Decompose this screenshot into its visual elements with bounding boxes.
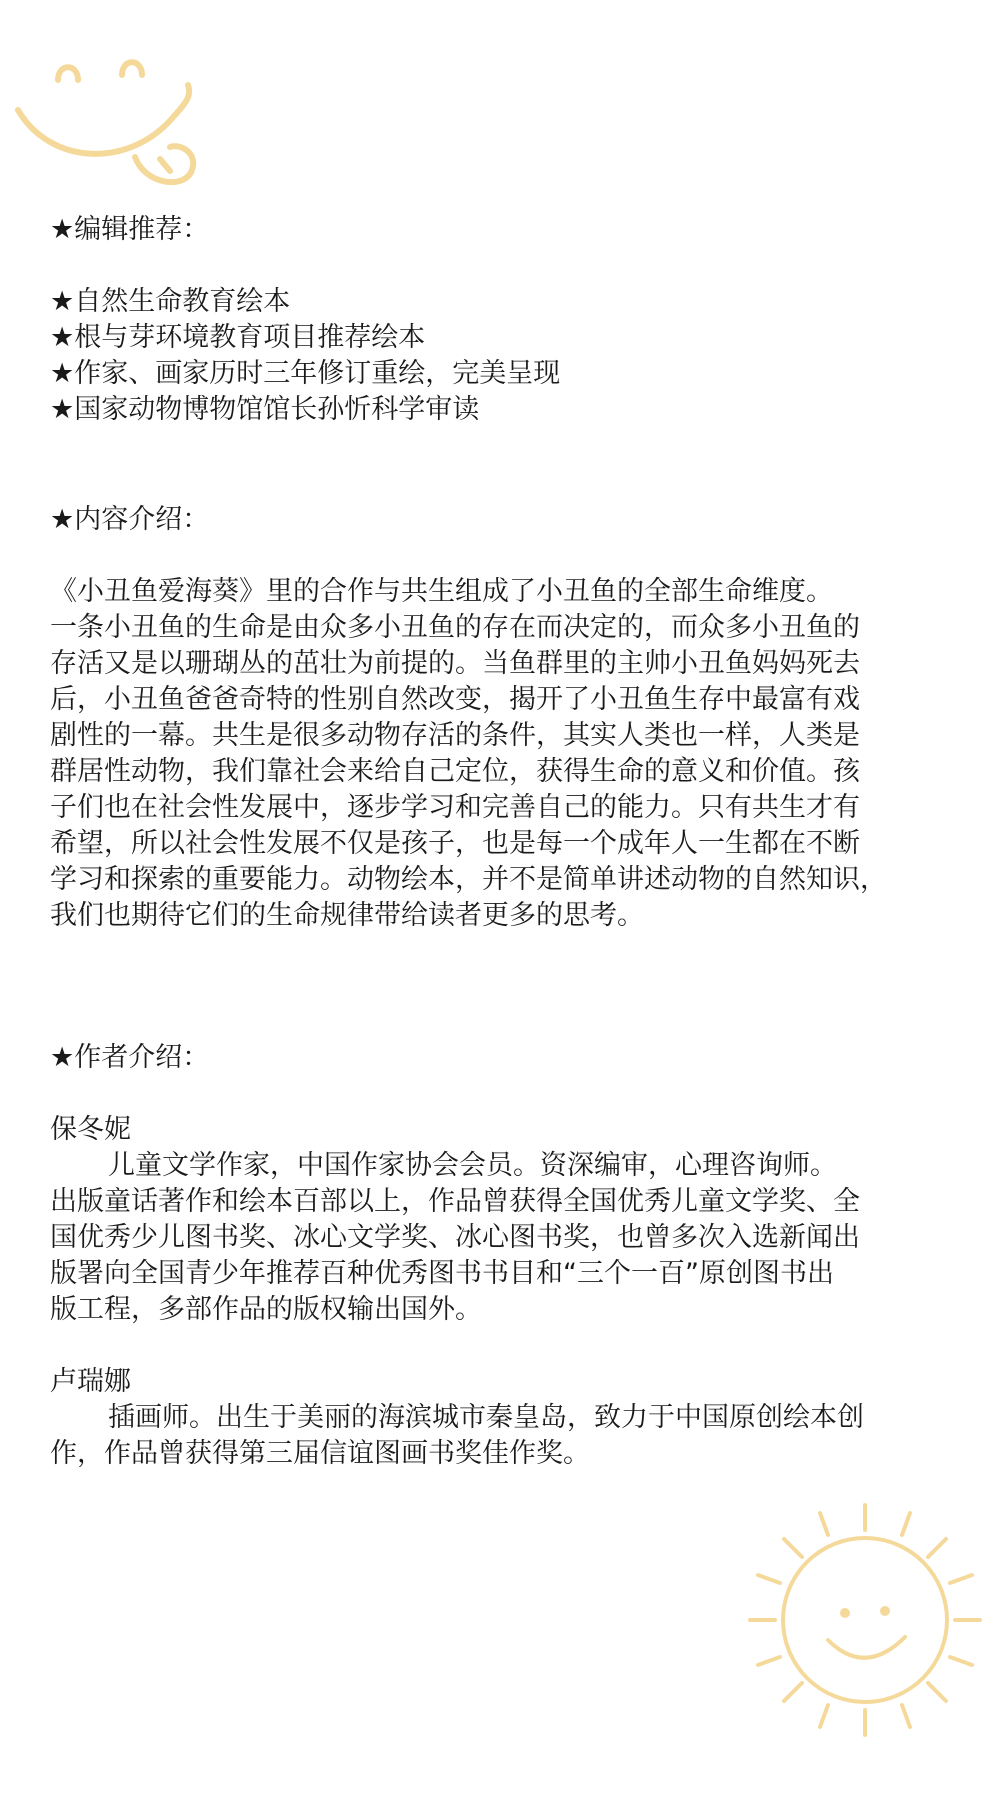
author1-name: 保冬妮 — [50, 1114, 131, 1145]
bio-line: 版署向全国青少年推荐百种优秀图书书目和“三个一百”原创图书出 — [50, 1258, 834, 1289]
paragraph-line: 我们也期待它们的生命规律带给读者更多的思考。 — [50, 900, 644, 931]
recommendation-item: ★国家动物博物馆馆长孙忻科学审读 — [50, 394, 480, 425]
recommendation-item: ★作家、画家历时三年修订重绘，完美呈现 — [50, 358, 561, 389]
author-intro-heading: ★作者介绍： — [50, 1042, 210, 1073]
author1-bio — [50, 1112, 860, 1328]
bio-line: 国优秀少儿图书奖、冰心文学奖、冰心图书奖，也曾多次入选新闻出 — [50, 1222, 860, 1253]
bio-line: 作，作品曾获得第三届信谊图画书奖佳作奖。 — [50, 1438, 590, 1469]
paragraph-line: 存活又是以珊瑚丛的茁壮为前提的。当鱼群里的主帅小丑鱼妈妈死去 — [50, 648, 860, 679]
editor-recommendation-heading: ★编辑推荐： — [50, 214, 210, 245]
recommendation-item: ★根与芽环境教育项目推荐绘本 — [50, 322, 426, 353]
content-intro-heading: ★内容介绍： — [50, 504, 210, 535]
content-intro-paragraph — [50, 574, 887, 934]
paragraph-line: 后，小丑鱼爸爸奇特的性别自然改变，揭开了小丑鱼生存中最富有戏 — [50, 684, 860, 715]
bio-line: 出版童话著作和绘本百部以上，作品曾获得全国优秀儿童文学奖、全 — [50, 1186, 860, 1217]
author2-bio — [50, 1364, 864, 1472]
bio-line: 插画师。出生于美丽的海滨城市秦皇岛，致力于中国原创绘本创 — [108, 1402, 864, 1433]
paragraph-line: 子们也在社会性发展中，逐步学习和完善自己的能力。只有共生才有 — [50, 792, 860, 823]
recommendation-item: ★自然生命教育绘本 — [50, 286, 291, 317]
paragraph-line: 一条小丑鱼的生命是由众多小丑鱼的存在而决定的，而众多小丑鱼的 — [50, 612, 860, 643]
paragraph-line: 剧性的一幕。共生是很多动物存活的条件，其实人类也一样，人类是 — [50, 720, 860, 751]
smiley-tongue-icon — [10, 55, 200, 195]
bio-line: 儿童文学作家，中国作家协会会员。资深编审，心理咨询师。 — [108, 1150, 837, 1181]
paragraph-line: 学习和探索的重要能力。动物绘本，并不是简单讲述动物的自然知识， — [50, 864, 887, 895]
author2-name: 卢瑞娜 — [50, 1366, 131, 1397]
editor-recommendation-list — [50, 284, 560, 428]
paragraph-line: 群居性动物，我们靠社会来给自己定位，获得生命的意义和价值。孩 — [50, 756, 860, 787]
paragraph-line: 希望，所以社会性发展不仅是孩子，也是每一个成年人一生都在不断 — [50, 828, 860, 859]
sun-smiley-icon — [740, 1495, 990, 1745]
bio-line: 版工程，多部作品的版权输出国外。 — [50, 1294, 482, 1325]
paragraph-line: 《小丑鱼爱海葵》里的合作与共生组成了小丑鱼的全部生命维度。 — [50, 576, 833, 607]
